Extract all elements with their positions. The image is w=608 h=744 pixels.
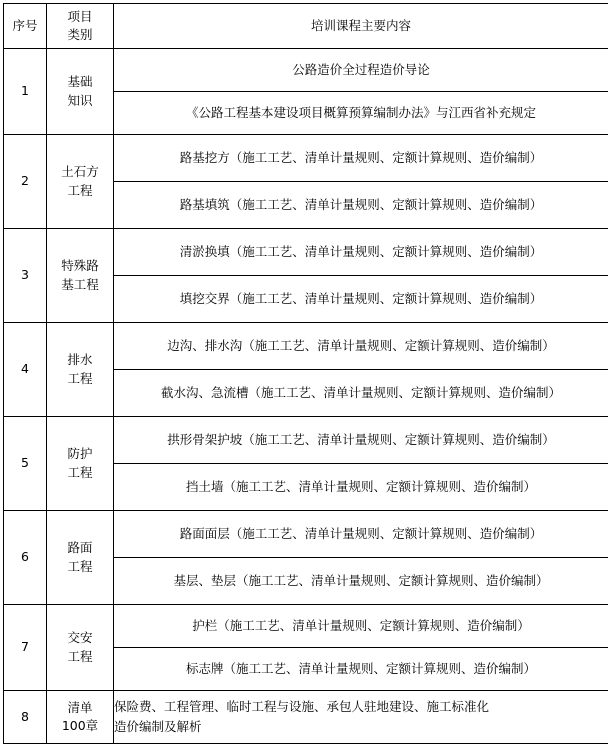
cell-course-content: 路面面层（施工工艺、清单计量规则、定额计算规则、造价编制）: [114, 511, 608, 558]
cell-category-line1: 路面: [47, 539, 113, 557]
cell-category: [47, 229, 114, 323]
cell-serial-number: 5: [4, 417, 47, 511]
cell-serial-number: 6: [4, 511, 47, 605]
table-header-row: [4, 4, 608, 49]
cell-category-line2: 工程: [47, 558, 113, 576]
cell-course-content: 《公路工程基本建设项目概算预算编制办法》与江西省补充规定: [114, 92, 608, 135]
cell-category-line2: 工程: [47, 464, 113, 482]
table-header: [4, 4, 608, 49]
cell-course-content: 标志牌（施工工艺、清单计量规则、定额计算规则、造价编制）: [114, 648, 608, 691]
cell-course-content: 截水沟、急流槽（施工工艺、清单计量规则、定额计算规则、造价编制）: [114, 370, 608, 417]
table-row: [4, 323, 608, 370]
cell-course-content: 路基填筑（施工工艺、清单计量规则、定额计算规则、造价编制）: [114, 182, 608, 229]
cell-course-content-line1: 保险费、工程管理、临时工程与设施、承包人驻地建设、施工标准化: [114, 697, 608, 717]
cell-serial-number: 1: [4, 49, 47, 135]
header-serial-number: 序号: [4, 4, 47, 49]
header-category-line2: 类别: [47, 26, 113, 44]
cell-category-line2: 基工程: [47, 276, 113, 294]
cell-course-content: 护栏（施工工艺、清单计量规则、定额计算规则、造价编制）: [114, 605, 608, 648]
cell-category-line2: 100章: [47, 717, 113, 735]
table-row: [4, 511, 608, 558]
table-row: [4, 229, 608, 276]
cell-category: [47, 511, 114, 605]
cell-category-line2: 工程: [47, 370, 113, 388]
cell-course-content: [114, 691, 608, 744]
cell-category: [47, 691, 114, 744]
cell-category: [47, 417, 114, 511]
cell-serial-number: 7: [4, 605, 47, 691]
cell-category-line1: 交安: [47, 629, 113, 647]
cell-course-content: 挡土墙（施工工艺、清单计量规则、定额计算规则、造价编制）: [114, 464, 608, 511]
table-row: [4, 605, 608, 648]
cell-category-line1: 清单: [47, 699, 113, 717]
cell-category: [47, 323, 114, 417]
cell-serial-number: 8: [4, 691, 47, 744]
cell-category-line2: 工程: [47, 182, 113, 200]
cell-course-content: 路基挖方（施工工艺、清单计量规则、定额计算规则、造价编制）: [114, 135, 608, 182]
table-row: [4, 135, 608, 182]
training-course-table: [3, 3, 608, 744]
cell-serial-number: 4: [4, 323, 47, 417]
cell-category: [47, 49, 114, 135]
cell-category-line2: 知识: [47, 92, 113, 110]
table-row: [4, 691, 608, 744]
cell-category: [47, 135, 114, 229]
header-category-line1: 项目: [47, 8, 113, 26]
cell-serial-number: 2: [4, 135, 47, 229]
table-body: [4, 49, 608, 744]
header-project-category: [47, 4, 114, 49]
cell-category: [47, 605, 114, 691]
cell-course-content: 边沟、排水沟（施工工艺、清单计量规则、定额计算规则、造价编制）: [114, 323, 608, 370]
cell-category-line1: 防护: [47, 445, 113, 463]
cell-category-line1: 基础: [47, 73, 113, 91]
table-row: [4, 49, 608, 92]
cell-category-line1: 特殊路: [47, 257, 113, 275]
cell-serial-number: 3: [4, 229, 47, 323]
cell-course-content-line2: 造价编制及解析: [114, 717, 608, 737]
cell-course-content: 基层、垫层（施工工艺、清单计量规则、定额计算规则、造价编制）: [114, 558, 608, 605]
table-row: [4, 417, 608, 464]
cell-course-content: 填挖交界（施工工艺、清单计量规则、定额计算规则、造价编制）: [114, 276, 608, 323]
cell-category-line1: 排水: [47, 351, 113, 369]
cell-course-content: 公路造价全过程造价导论: [114, 49, 608, 92]
cell-course-content: 拱形骨架护坡（施工工艺、清单计量规则、定额计算规则、造价编制）: [114, 417, 608, 464]
cell-course-content: 清淤换填（施工工艺、清单计量规则、定额计算规则、造价编制）: [114, 229, 608, 276]
header-course-content: 培训课程主要内容: [114, 4, 608, 49]
cell-category-line2: 工程: [47, 648, 113, 666]
cell-category-line1: 土石方: [47, 163, 113, 181]
